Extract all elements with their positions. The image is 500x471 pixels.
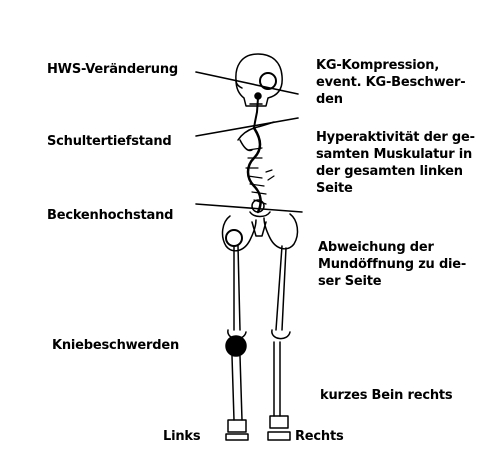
label-right-side: Rechts: [295, 429, 344, 444]
pelvic-tilt-line: [196, 204, 302, 212]
femur-right: [228, 246, 246, 339]
label-jaw-compression: KG-Kompression, event. KG-Beschwer- den: [316, 58, 466, 107]
lower-leg-left: [268, 342, 290, 440]
label-short-leg: kurzes Bein rechts: [320, 388, 453, 403]
label-hws-change: HWS-Veränderung: [47, 62, 178, 77]
hip-joint-marker: [226, 230, 242, 246]
femur-left: [272, 246, 290, 339]
lower-leg-right: [226, 356, 248, 440]
knee-marker: [226, 336, 246, 356]
scoliotic-spine: [246, 128, 274, 212]
label-muscle-hyperactivity: Hyperaktivität der ge- samten Muskulatur in der gesamten linken Seite: [316, 130, 475, 196]
cervical-spine: [254, 93, 261, 128]
shoulder-girdle: [238, 122, 274, 151]
label-mouth-deviation: Abweichung der Mundöffnung zu die- ser Seite: [318, 240, 467, 289]
label-left-side: Links: [163, 429, 201, 444]
shoulder-tilt-line: [196, 118, 298, 136]
label-knee-pain: Kniebeschwerden: [52, 338, 180, 353]
label-pelvis-high: Beckenhochstand: [47, 208, 174, 223]
label-shoulder-low: Schultertiefstand: [47, 134, 172, 149]
